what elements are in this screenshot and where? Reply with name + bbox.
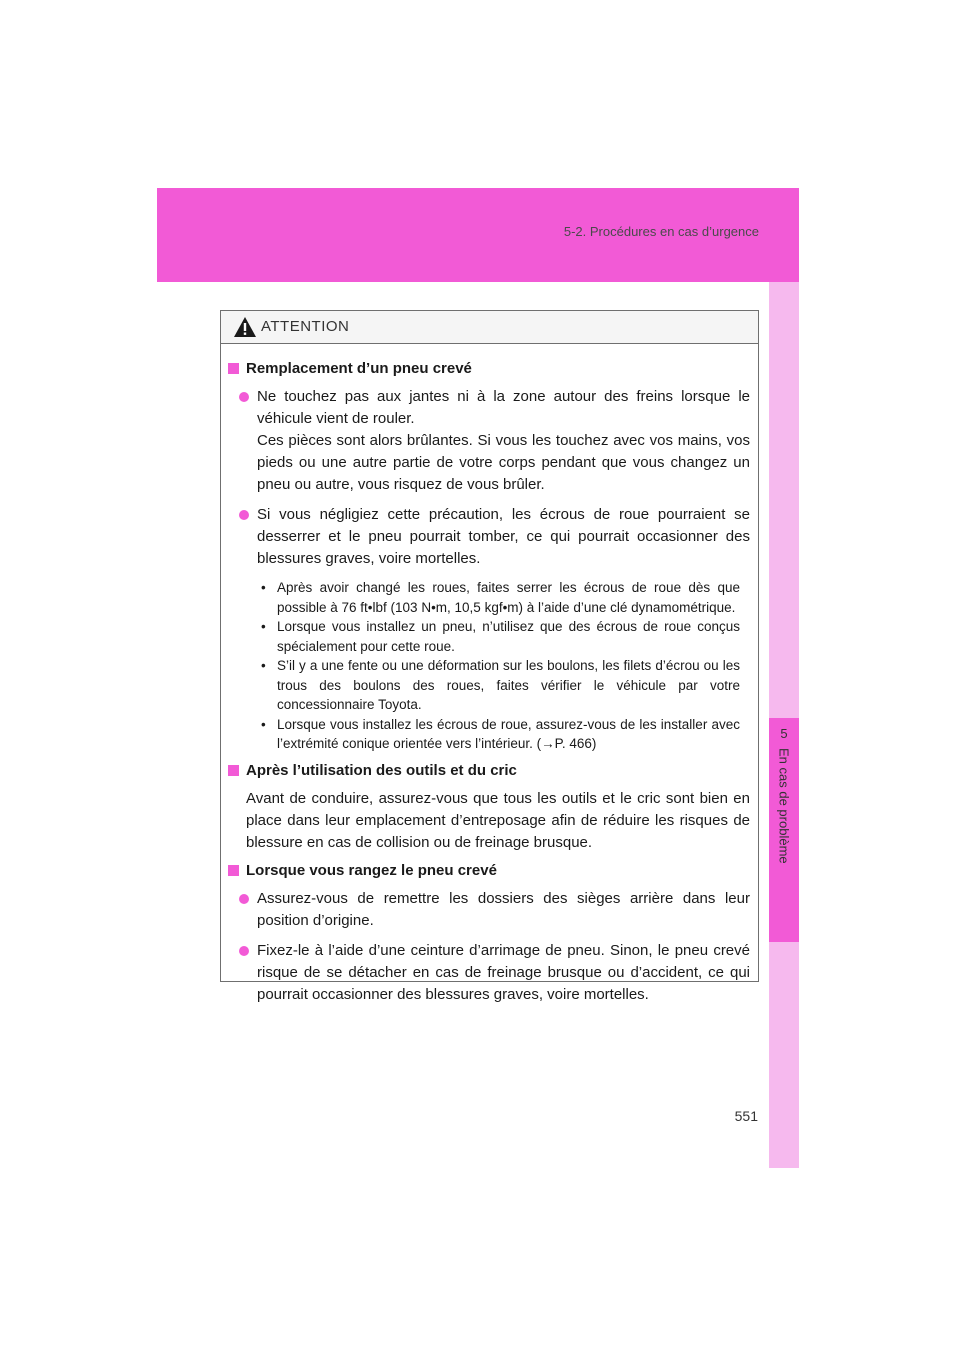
chapter-number: 5 xyxy=(780,726,788,741)
bullet-item xyxy=(228,386,750,496)
bullet-item xyxy=(228,504,750,570)
bullet-text: Si vous négligiez cette précaution, les écrous de roue pourraient se desserrer et le pneu pourrait tomber, ce qui pourrait occasionner des blessures graves, voire mortelles. xyxy=(257,506,750,567)
bullet-text: Ces pièces sont alors brûlantes. Si vous les touchez avec vos mains, vos pieds ou une autre partie de votre corps pendant que vous changez un pneu ou autre, vous risquez de vous brûler. xyxy=(257,432,750,493)
section-paragraph: Avant de conduire, assurez-vous que tous les outils et le cric sont bien en place dans leur emplacement d’entreposage afin de réduire les risques de blessure en cas de collision ou de freinage brusque. xyxy=(246,789,750,851)
warning-triangle-icon xyxy=(233,316,257,338)
chapter-title: En cas de problème xyxy=(776,748,792,864)
section-heading-flat-tire: Remplacement d’un pneu crevé xyxy=(228,358,750,380)
circle-bullet-icon xyxy=(239,392,249,402)
circle-bullet-icon xyxy=(239,510,249,520)
sub-bullet-item: • Lorsque vous installez les écrous de roue, assurez-vous de les installer avec l’extrémité conique orientée vers l’intérieur. (→P. 466) xyxy=(261,716,740,751)
bullet-item xyxy=(228,940,750,1006)
warning-header xyxy=(221,311,758,344)
square-bullet-icon xyxy=(228,865,239,876)
sub-bullet-list xyxy=(228,578,750,754)
square-bullet-icon xyxy=(228,765,239,776)
chapter-header-band xyxy=(157,188,799,282)
sub-bullet-item: • Après avoir changé les roues, faites serrer les écrous de roue dès que possible à 76 ft•lbf (103 N•m, 10,5 kgf•m) à l’aide d’une clé dynamométrique. xyxy=(261,580,740,615)
warning-title: ATTENTION xyxy=(261,318,350,335)
section-heading-storing-tire: Lorsque vous rangez le pneu crevé xyxy=(228,860,750,882)
sub-bullet-item: • S’il y a une fente ou une déformation sur les boulons, les filets d’écrou ou les trous des boulons des roues, faites vérifier le véhicule par votre concessionnaire Toyota. xyxy=(261,658,740,712)
section-heading-tools: Après l’utilisation des outils et du cric xyxy=(228,760,750,782)
section-title: 5-2. Procédures en cas d’urgence xyxy=(563,224,759,239)
warning-body xyxy=(221,344,758,1006)
sub-bullet-item: • Lorsque vous installez un pneu, n’utilisez que des écrous de roue conçus spécialement pour cette roue. xyxy=(261,619,740,654)
square-bullet-icon xyxy=(228,363,239,374)
bullet-item xyxy=(228,888,750,932)
circle-bullet-icon xyxy=(239,894,249,904)
bullet-text: Assurez-vous de remettre les dossiers des sièges arrière dans leur position d’origine. xyxy=(257,889,750,929)
bullet-text: Fixez-le à l’aide d’une ceinture d’arrimage de pneu. Sinon, le pneu crevé risque de se détacher en cas de freinage brusque ou d’accident, ce qui pourrait occasionner des blessures graves, voire mortelles. xyxy=(257,941,750,1003)
circle-bullet-icon xyxy=(239,946,249,956)
side-chapter-marker[interactable] xyxy=(769,718,799,942)
warning-box xyxy=(220,310,759,1003)
page-number: 551 xyxy=(734,1108,758,1124)
bullet-text: Ne touchez pas aux jantes ni à la zone autour des freins lorsque le véhicule vient de rouler. xyxy=(257,388,750,427)
